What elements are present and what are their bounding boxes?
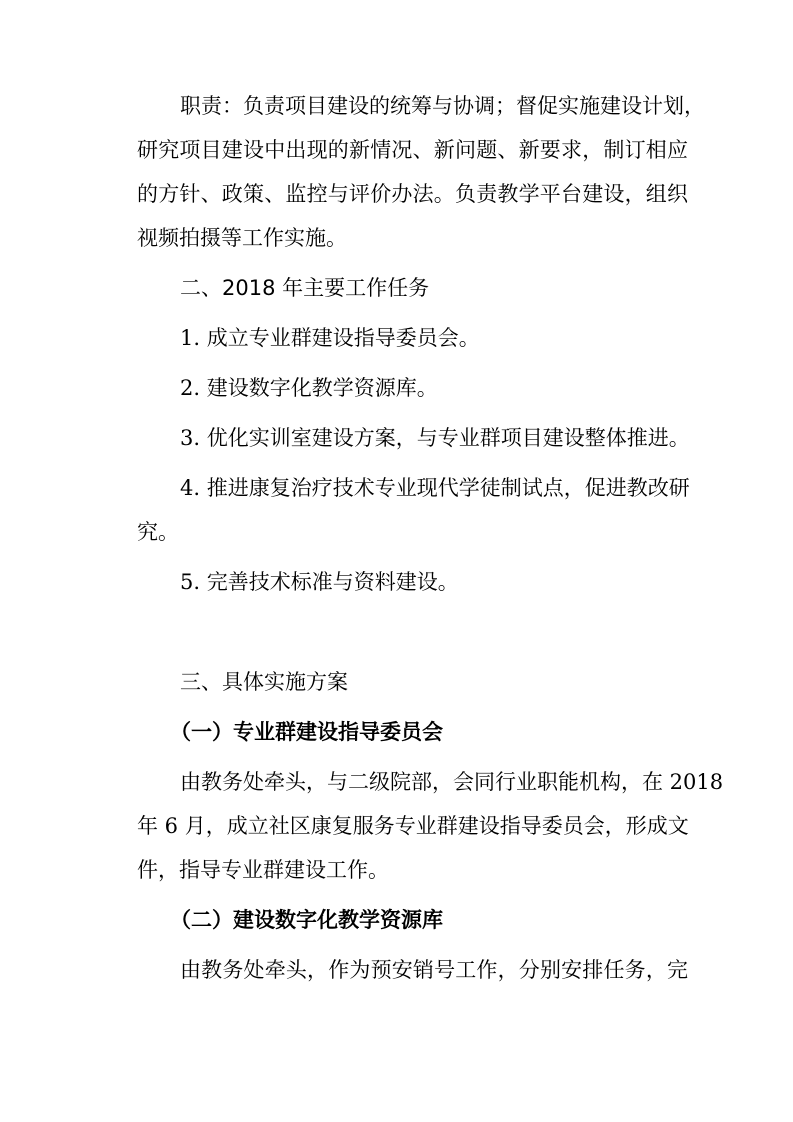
paragraph-line: 研究项目建设中出现的新情况、新问题、新要求，制订相应 <box>137 138 688 162</box>
list-item: 3. 优化实训室建设方案，与专业群项目建设整体推进。 <box>180 426 690 450</box>
list-item: 2. 建设数字化教学资源库。 <box>180 376 438 400</box>
paragraph-line: 由教务处牵头，作为预安销号工作，分别安排任务，完 <box>180 958 688 982</box>
list-item: 4. 推进康复治疗技术专业现代学徒制试点，促进教改研 <box>180 476 690 500</box>
paragraph-line: 年 6 月，成立社区康复服务专业群建设指导委员会，形成文 <box>137 814 689 838</box>
list-item: 1. 成立专业群建设指导委员会。 <box>180 326 480 350</box>
list-item-continuation: 究。 <box>137 520 179 544</box>
paragraph-line: 件，指导专业群建设工作。 <box>137 858 389 882</box>
paragraph-line: 职责：负责项目建设的统筹与协调；督促实施建设计划， <box>180 94 705 118</box>
paragraph-line: 视频拍摄等工作实施。 <box>137 226 347 250</box>
paragraph-line: 由教务处牵头，与二级院部，会同行业职能机构，在 2018 <box>180 770 724 794</box>
paragraph-line: 的方针、政策、监控与评价办法。负责教学平台建设，组织 <box>137 182 688 206</box>
list-item: 5. 完善技术标准与资料建设。 <box>180 570 459 594</box>
section-heading: 二、2018 年主要工作任务 <box>180 276 430 300</box>
section-heading: 三、具体实施方案 <box>180 670 348 694</box>
subsection-heading: （一）专业群建设指导委员会 <box>170 720 443 744</box>
subsection-heading: （二）建设数字化教学资源库 <box>170 908 443 932</box>
